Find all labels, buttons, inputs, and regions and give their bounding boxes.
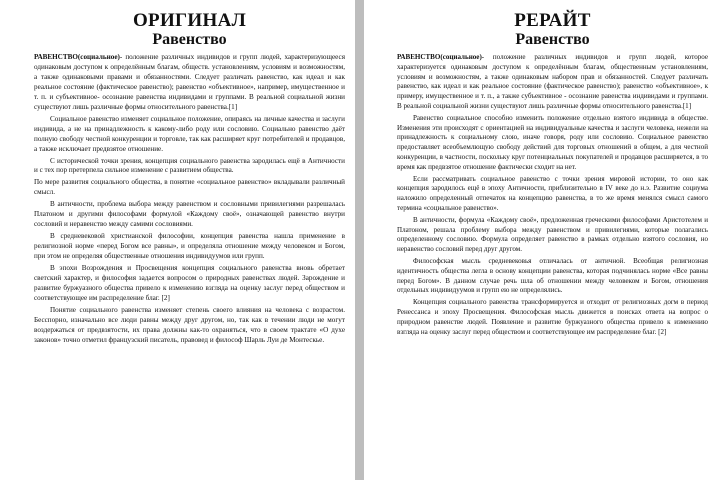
original-body — [34, 53, 345, 346]
rewrite-subtitle: Равенство — [515, 31, 590, 48]
original-subtitle: Равенство — [152, 31, 227, 48]
original-paragraph-1 — [34, 53, 345, 113]
original-paragraph-2: Социальное равенство изменяет социальное положение, опираясь на личные качества и заслуги индивида, а не на принадлежность к какому-либо роду или сословию. Социально равенство даёт полную свободу честной конкуренции и торговле, так как расширяет круг потребителей и продавцов, а также исключает предвзятое отношение. — [34, 114, 345, 153]
original-paragraph-8: Понятие социального равенства изменяет степень своего влияния на человека с возрастом. Бесспорно, изначально все люди равны между друг другом, но, так как в течении люди не могут воздержаться от предвзятости, их права должны как-то охраняться, что в своем трактате «О духе законов» точно отметил французский писатель, правовед и философ Шарль Луи де Монтескье. — [34, 305, 345, 344]
original-paragraph-7: В эпохи Возрождения и Просвещения концепция социального равенства вновь обретает светский характер, и философия задается вопросом о природных равенствах людей. Зарождение и развитие буржуазного общества привело к изменению взгляда на оценку заслуг перед обществом и соответствующее им распределение благ. [2] — [34, 264, 345, 302]
original-title: ОРИГИНАЛ — [132, 10, 247, 31]
original-paragraph-5: В античности, проблема выбора между равенством и сословными привилегиями разрешалась Платоном и другими философами формулой «Каждому своё», означающей равенство внутри сословий и неравенство между самими сословиями. — [34, 200, 345, 229]
rewrite-body — [397, 53, 708, 337]
rewrite-page — [364, 0, 720, 480]
rewrite-paragraph-5: Философская мысль средневековья отличалась от античной. Всеобщая религиозная идентичность общества легла в основу концепции равенства, которая подчинялась норме «Все равны перед Богом». В данном случае речь шла об отношении между человеком и Богом, отношения отдельных индивидуумов и групп ею не определялись. — [397, 256, 708, 295]
page-gutter — [355, 0, 364, 480]
original-lead-term: РАВЕНСТВО(социальное) — [34, 53, 120, 61]
original-paragraph-6: В средневековой христианской философии, концепция равенства нашла применение в религиозной норме «перед Богом все равны», и определяла отношение между человеком и Богом, при этом не определяя общественные отношения индивидуумов или групп. — [34, 232, 345, 261]
original-paragraph-3: С исторической точки зрения, концепция социального равенства зародилась ещё в Античности и с тех пор претерпела сильное изменение с развитием общества. — [34, 156, 345, 175]
rewrite-paragraph-4: В античности, формула «Каждому своё», предложенная греческими философами Аристотелем и Платоном, решала проблему выбора между равенством и привилегиями, которые полагались определенному сословию. Формула определяет равенство в рамках отдельно взятого сословия, но неравенство сословий перед друг другом. — [397, 215, 708, 254]
original-paragraph-4: По мере развития социального общества, в понятие «социальное равенство» вкладывали различный смысл. — [34, 178, 345, 197]
rewrite-lead-term: РАВЕНСТВО(социальное) — [397, 53, 482, 61]
rewrite-paragraph-1-text: - положение различных индивидов и групп людей, которое характеризуется одинаковым доступом к определённым благам, общественным установлениям, условиям и возможностям, а также одинаковым набором прав и обязанностей. Следует различать равенство, как идеал и как реальное состояние (фактическое равенство); равенство «объективное», к примеру, имущественное и т. п., а также субъективное - осознание равенства индивидами и группами. В реальной социальной жизни существуют лишь различные формы относительного равенства.[1] — [397, 53, 708, 110]
rewrite-paragraph-6: Концепция социального равенства трансформируется и отходит от религиозных догм в период Ренессанса и эпоху Просвещения. Философская мысль движется в поисках ответа на вопрос о природном равенстве людей. Появление и развитие буржуазного общества привело к изменению взгляда на оценку заслуг перед обществом и соответствующее им распределение благ. [2] — [397, 298, 708, 336]
rewrite-paragraph-2: Равенство социальное способно изменить положение отдельно взятого индивида в обществе. Изменения эти происходят с ориентацией на индивидуальные качества и заслуги человека, нежели на принадлежность к социальному слою, иначе говоря, роду или сословию. Социальное равенство предоставляет всеобъемлющую свободу действий для торговых отношений в общем, а для честной конкуренции, в частности, поскольку круг потенциальных покупателей и продавцов расширяется, в то время как предвзятое отношение фактически сходит на нет. — [397, 113, 708, 171]
rewrite-paragraph-3: Если рассматривать социальное равенство с точки зрения мировой истории, то оно как концепция зародилось ещё в эпоху Античности, приблизительно в IV веке до н.э. Развитие социума наложило определенный отпечаток на концепцию равенства, в то же время менялся смысл самого термина «социальное равенство». — [397, 174, 708, 212]
rewrite-title: РЕРАЙТ — [514, 10, 591, 31]
original-paragraph-1-text: - положение различных индивидов и групп людей, характеризующееся одинаковым доступом к определённым благам, обществ. установлениям, условиям и возможностям, а также одинаковыми правами и обязанностями. Следует различать равенство, как идеал и как реальное состояние (фактическое равенство); равенство «объективное», например, имущественное и т. п. и субъективное- осознание равенства индивидами и группами. В реальной социальной жизни существуют лишь различные формы относительного равенства.[1] — [34, 53, 345, 111]
rewrite-paragraph-1 — [397, 53, 708, 112]
original-page — [0, 0, 355, 480]
